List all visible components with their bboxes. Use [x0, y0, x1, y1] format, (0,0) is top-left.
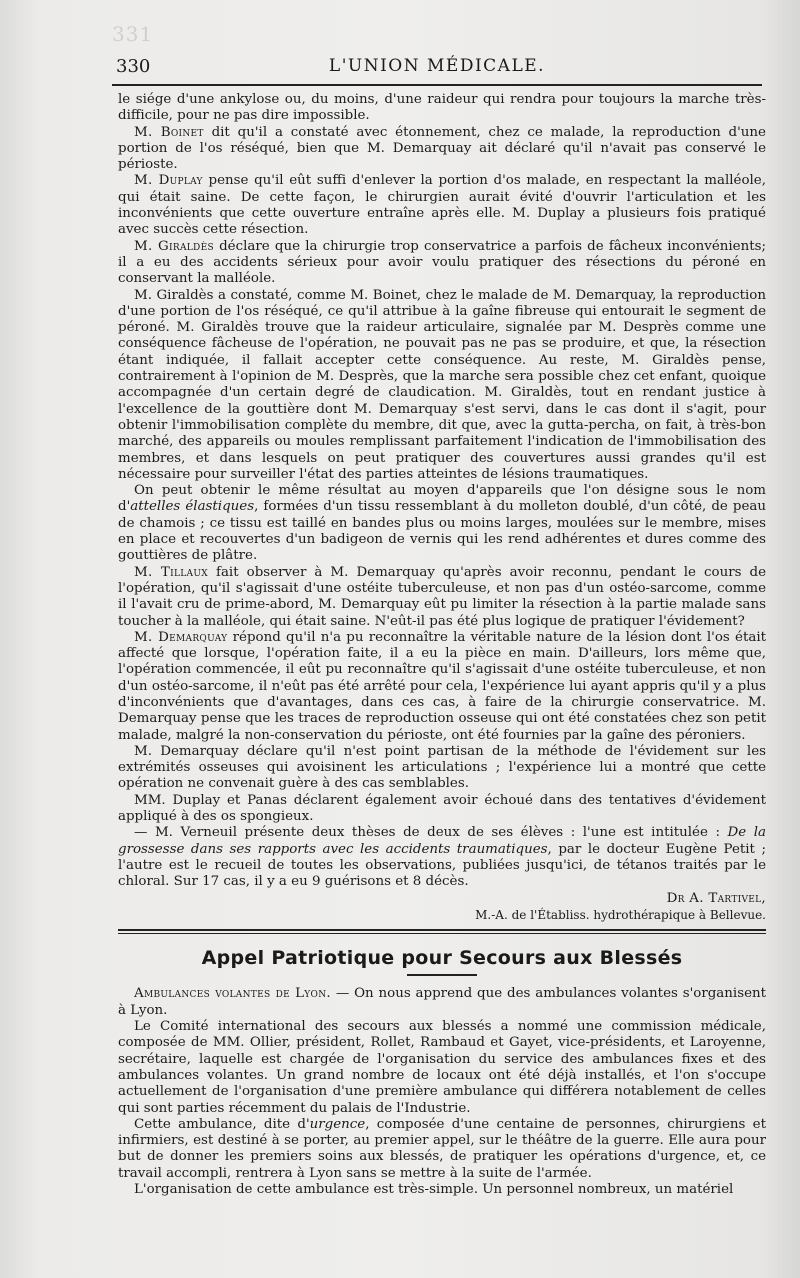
speaker-name: M. Demarquay: [134, 629, 228, 645]
paragraph: Cette ambulance, dite d'urgence, composée d'une centaine de personnes, chirurgiens et infirmiers, est destiné à se porter, au premier appel, sur le théâtre de la guerre. Elle aura pour but de donner les premiers soins aux blessés, de pratiquer les opérations d'urgence, et, ce travail accompli, rentrera à Lyon sans se mettre à la suite de l'armée.: [118, 1116, 766, 1181]
paragraph: le siége d'une ankylose ou, du moins, d'une raideur qui rendra pour toujours la marche très-difficile, pour ne pas dire impossible.: [118, 92, 766, 124]
speaker-name: M. Giraldès: [134, 238, 214, 254]
page-header: [112, 50, 762, 86]
speaker-name: M. Duplay: [134, 173, 203, 189]
paragraph: On peut obtenir le même résultat au moyen d'appareils que l'on désigne sous le nom d'attelles élastiques, formées d'un tissu ressemblant à du molleton doublé, d'un côté, de peau de chamois ; ce tissu est taillé en bandes plus ou moins larges, moulées sur le membre, mises en place et recouvertes d'un badigeon de vernis qui les rend adhérentes et dures comme des gouttières de plâtre.: [118, 483, 766, 564]
paragraph: MM. Duplay et Panas déclarent également avoir échoué dans des tentatives d'évidement appliqué à des os spongieux.: [118, 792, 766, 825]
bleed-through-page-number: 331: [112, 22, 154, 46]
paragraph: Le Comité international des secours aux blessés a nommé une commission médicale, composée de MM. Ollier, président, Rollet, Rambaud et Gayet, vice-présidents, et Laroyenne, secrétaire, laquelle est chargée de l'organisation du service des ambulances fixes et des ambulances volantes. Un grand nombre de locaux ont été déjà installés, et l'on s'occupe actuellement de l'organisation d'une première ambulance qui différera notablement de celles qui sont parties récemment du palais de l'Industrie.: [118, 1019, 766, 1116]
italic-term: attelles élastiques: [130, 499, 255, 515]
paragraph: M. Giraldès a constaté, comme M. Boinet, chez le malade de M. Demarquay, la reproduction d'une portion de l'os réséqué, ce qu'il attribue à la gaîne fibreuse qui entourait le segment de péroné. M. Giraldès trouve que la raideur articulaire, signalée par M. Desprès comme une conséquence fâcheuse de l'opération, ne pouvait pas ne pas se produire, et que, la résection étant indiquée, il fallait accepter cette conséquence. Au reste, M. Giraldès pense, contrairement à l'opinion de M. Desprès, que la marche sera possible chez cet enfant, quoique accompagnée d'un certain degré de claudication. M. Giraldès, tout en rendant justice à l'excellence de la gouttière dont M. Demarquay s'est servi, dans le cas dont il s'agit, pour obtenir l'immobilisation complète du membre, dit que, avec la gutta-percha, on fait, à très-bon marché, des appareils ou moules remplissant parfaitement l'indication de l'immobilisation des membres, et dans lesquels on peut pratiquer des couvertures aussi grandes qu'il est nécessaire pour surveiller l'état des parties atteintes de lésions traumatiques.: [118, 287, 766, 482]
paragraph: M. Demarquay déclare qu'il n'est point partisan de la méthode de l'évidement sur les extrémités osseuses qui avoisinent les articulations ; l'expérience lui a montré que cette opération ne convenait guère à des cas semblables.: [118, 743, 766, 792]
paragraph: M. Boinet dit qu'il a constaté avec étonnement, chez ce malade, la reproduction d'une portion de l'os réséqué, bien que M. Demarquay ait déclaré qu'il n'avait pas conservé le périoste.: [118, 124, 766, 173]
section-divider: [118, 929, 766, 934]
speaker-name: M. Tillaux: [134, 564, 208, 580]
paragraph: L'organisation de cette ambulance est très-simple. Un personnel nombreux, un matériel: [134, 1182, 734, 1197]
title-underline: [407, 974, 477, 976]
page-number: 330: [116, 56, 151, 77]
article-body: [118, 92, 766, 1198]
speaker-name: M. Boinet: [134, 124, 204, 140]
paragraph: M. Duplay pense qu'il eût suffi d'enlever la portion d'os malade, en respectant la malléole, qui était saine. De cette façon, le chirurgien aurait évité d'ouvrir l'articulation et les inconvénients que cette ouverture entraîne après elle. M. Duplay a plusieurs fois pratiqué avec succès cette résection.: [118, 173, 766, 238]
paragraph: M. Demarquay répond qu'il n'a pu reconnaître la véritable nature de la lésion dont l'os était affecté que lorsque, l'opération faite, il a eu la pièce en main. D'ailleurs, lors même que, l'opération commencée, il eût pu reconnaître qu'il s'agissait d'une ostéite tuberculeuse, et non d'un ostéo-sarcome, il n'eût pas été arrêté pour cela, l'expérience lui ayant appris qu'il y a plus d'inconvénients que d'avantages, dans ces cas, à faire de la chirurgie conservatrice. M. Demarquay pense que les traces de reproduction osseuse qui ont été constatées chez son petit malade, malgré la non-conservation du périoste, ont été fournies par la gaîne des péroniers.: [118, 629, 766, 743]
section-lead: Ambulances volantes de Lyon.: [134, 986, 331, 1002]
paragraph: — M. Verneuil présente deux thèses de deux de ses élèves : l'une est intitulée : De la grossesse dans ses rapports avec les accidents traumatiques, par le docteur Eugène Petit ; l'autre est le recueil de toutes les observations, publiées jusqu'ici, de tétanos traités par le chloral. Sur 17 cas, il y a eu 9 guérisons et 8 décès.: [118, 825, 766, 890]
signature-title: M.-A. de l'Établiss. hydrothérapique à Bellevue.: [475, 907, 766, 922]
signature-name: Dr A. Tartivel,: [666, 890, 766, 906]
paragraph: M. Tillaux fait observer à M. Demarquay qu'après avoir reconnu, pendant le cours de l'opération, qu'il s'agissait d'une ostéite tuberculeuse, et non pas d'un ostéo-sarcome, comme il l'avait cru de prime-abord, M. Demarquay eût pu limiter la résection à la partie malade sans toucher à la malléole, qui était saine. N'eût-il pas été plus logique de pratiquer l'évidement?: [118, 564, 767, 629]
italic-term: urgence: [309, 1116, 366, 1132]
section-title: Appel Patriotique pour Secours aux Blessés: [201, 947, 683, 970]
running-head: L'UNION MÉDICALE.: [328, 56, 546, 76]
italic-title: De la grossesse dans ses rapports avec les accidents traumatiques: [118, 825, 766, 857]
paragraph: Ambulances volantes de Lyon. — On nous apprend que des ambulances volantes s'organisent à Lyon.: [118, 986, 766, 1018]
paragraph: M. Giraldès déclare que la chirurgie trop conservatrice a parfois de fâcheux inconvénients; il a eu des accidents sérieux pour avoir voulu pratiquer des résections du péroné en conservant la malléole.: [118, 238, 766, 287]
